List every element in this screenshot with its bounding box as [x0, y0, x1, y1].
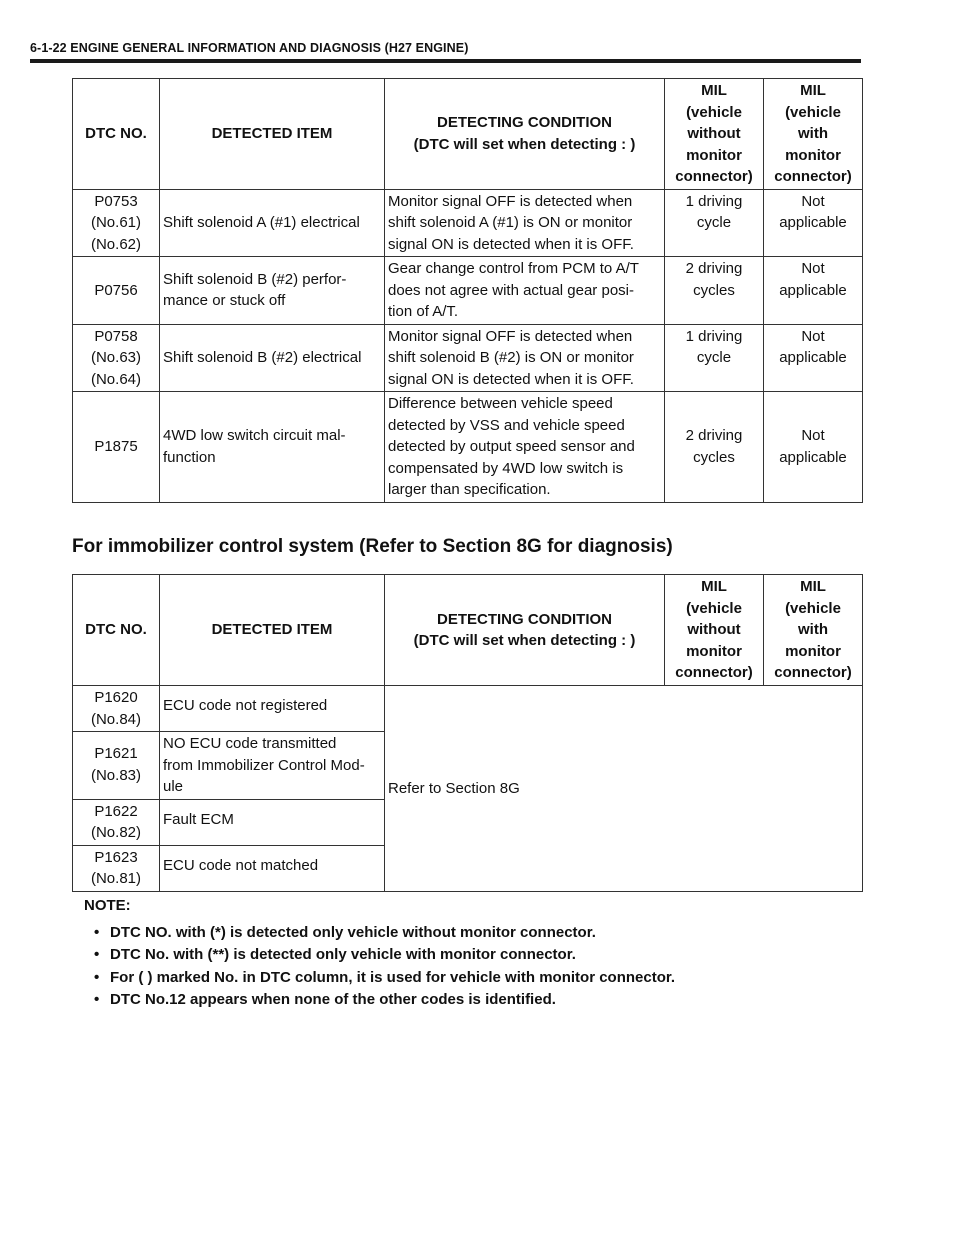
- table-header-row: [73, 79, 863, 190]
- note-item: • DTC No.12 appears when none of the other codes is identified.: [94, 989, 862, 1012]
- header-mil-with: MIL (vehicle with monitor connector): [764, 575, 863, 686]
- dtc-table-immobilizer: [72, 574, 863, 892]
- condition-cell: Difference between vehicle speed detected by VSS and vehicle speed detected by output speed sensor and compensated by 4WD low switch is larger than specification.: [385, 392, 665, 503]
- detected-item-cell: Shift solenoid A (#1) electrical: [160, 189, 385, 257]
- dtc-table-transmission: [72, 78, 863, 503]
- mil-without-cell: 2 driving cycles: [665, 392, 764, 503]
- note-item: • DTC No. with (**) is detected only vehicle with monitor connector.: [94, 944, 862, 967]
- header-dtc-no: DTC NO.: [73, 79, 160, 190]
- header-dtc-no: DTC NO.: [73, 575, 160, 686]
- dtc-code-cell: P1875: [73, 392, 160, 503]
- header-detecting-condition: DETECTING CONDITION (DTC will set when detecting : ): [385, 575, 665, 686]
- header-detected-item: DETECTED ITEM: [160, 575, 385, 686]
- dtc-code-cell: P0756: [73, 257, 160, 325]
- condition-cell: Monitor signal OFF is detected when shift solenoid A (#1) is ON or monitor signal ON is detected when it is OFF.: [385, 189, 665, 257]
- merged-condition-cell: Refer to Section 8G: [385, 686, 863, 892]
- table-row: [73, 392, 863, 503]
- detected-item-cell: 4WD low switch circuit mal- function: [160, 392, 385, 503]
- mil-with-cell: Not applicable: [764, 189, 863, 257]
- table-row: [73, 324, 863, 392]
- condition-cell: Monitor signal OFF is detected when shift solenoid B (#2) is ON or monitor signal ON is detected when it is OFF.: [385, 324, 665, 392]
- detected-item-cell: NO ECU code transmitted from Immobilizer Control Mod- ule: [160, 732, 385, 800]
- mil-with-cell: Not applicable: [764, 392, 863, 503]
- table-row: [73, 257, 863, 325]
- mil-without-cell: 1 driving cycle: [665, 189, 764, 257]
- detected-item-cell: Shift solenoid B (#2) electrical: [160, 324, 385, 392]
- mil-without-cell: 1 driving cycle: [665, 324, 764, 392]
- detected-item-cell: ECU code not registered: [160, 686, 385, 732]
- mil-with-cell: Not applicable: [764, 257, 863, 325]
- header-mil-with: MIL (vehicle with monitor connector): [764, 79, 863, 190]
- header-detected-item: DETECTED ITEM: [160, 79, 385, 190]
- bullet-icon: •: [94, 968, 100, 986]
- detected-item-cell: ECU code not matched: [160, 845, 385, 891]
- note-list: [72, 922, 862, 1012]
- table-header-row: [73, 575, 863, 686]
- bullet-icon: •: [94, 991, 100, 1008]
- bullet-icon: •: [94, 923, 100, 941]
- dtc-code-cell: P0758 (No.63) (No.64): [73, 324, 160, 392]
- note-item: • DTC NO. with (*) is detected only vehicle without monitor connector.: [94, 922, 862, 945]
- dtc-code-cell: P0753 (No.61) (No.62): [73, 189, 160, 257]
- page-header-title: 6-1-22 ENGINE GENERAL INFORMATION AND DIAGNOSIS (H27 ENGINE): [30, 41, 469, 55]
- header-mil-without: MIL (vehicle without monitor connector): [665, 575, 764, 686]
- note-block: [72, 895, 862, 1012]
- table-row: [73, 189, 863, 257]
- detected-item-cell: Shift solenoid B (#2) perfor- mance or stuck off: [160, 257, 385, 325]
- header-rule: [30, 59, 861, 63]
- dtc-code-cell: P1623 (No.81): [73, 845, 160, 891]
- bullet-icon: •: [94, 946, 100, 963]
- dtc-code-cell: P1621 (No.83): [73, 732, 160, 800]
- header-mil-without: MIL (vehicle without monitor connector): [665, 79, 764, 190]
- dtc-code-cell: P1620 (No.84): [73, 686, 160, 732]
- mil-without-cell: 2 driving cycles: [665, 257, 764, 325]
- note-item: • For ( ) marked No. in DTC column, it is used for vehicle with monitor connector.: [94, 967, 862, 990]
- header-detecting-condition: DETECTING CONDITION (DTC will set when detecting : ): [385, 79, 665, 190]
- table-row: [73, 686, 863, 732]
- mil-with-cell: Not applicable: [764, 324, 863, 392]
- detected-item-cell: Fault ECM: [160, 799, 385, 845]
- note-title: NOTE:: [84, 897, 131, 914]
- section-title: For immobilizer control system (Refer to Section 8G for diagnosis): [72, 536, 673, 557]
- dtc-code-cell: P1622 (No.82): [73, 799, 160, 845]
- condition-cell: Gear change control from PCM to A/T does not agree with actual gear posi- tion of A/T.: [385, 257, 665, 325]
